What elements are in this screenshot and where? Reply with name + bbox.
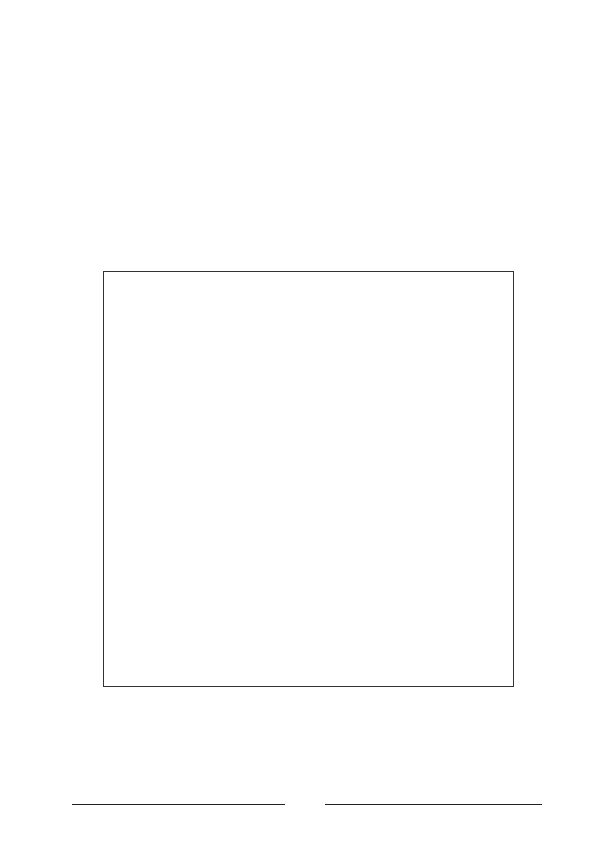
footer-rule-right — [325, 804, 542, 805]
footer-rule-left — [72, 804, 285, 805]
connector-figure — [103, 271, 514, 687]
